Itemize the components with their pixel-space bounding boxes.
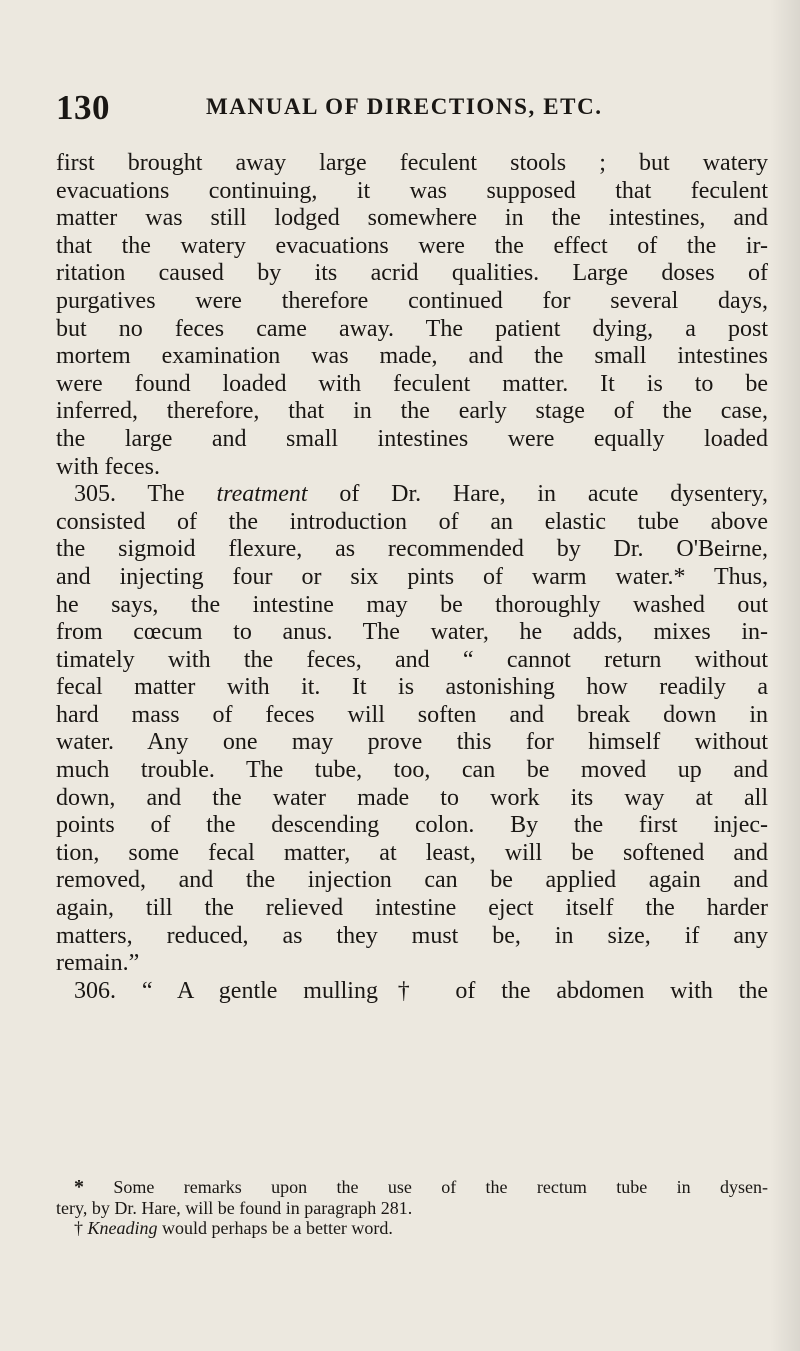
text-line: tion, some fecal matter, at least, will be softened and [56, 839, 768, 866]
text-line: evacuations continuing, it was supposed that feculent [56, 177, 768, 204]
footnote-dagger-marker: † [74, 1218, 83, 1238]
text-line: mortem examination was made, and the small intestines [56, 343, 768, 370]
paragraph-305-suffix: of Dr. Hare, in acute dysentery, [307, 481, 768, 508]
page-number: 130 [56, 88, 110, 127]
text-line: remain.” [56, 950, 140, 977]
text-line: from cœcum to anus. The water, he adds, mixes in- [56, 619, 768, 646]
treatment-italic: treatment [216, 481, 308, 508]
footnotes [56, 1177, 768, 1239]
text-line: matter was still lodged somewhere in the intestines, and [56, 205, 768, 232]
text-line: matters, reduced, as they must be, in size, if any [56, 922, 768, 949]
text-line: he says, the intestine may be thoroughly washed out [56, 591, 768, 618]
running-head [56, 88, 756, 128]
text-line: points of the descending colon. By the first injec- [56, 812, 768, 839]
body-text [56, 150, 768, 1005]
paragraph-305-prefix: 305. The [74, 481, 217, 508]
footnote-dagger-line [56, 1218, 768, 1239]
text-line: fecal matter with it. It is astonishing how readily a [56, 674, 768, 701]
text-line: hard mass of feces will soften and break down in [56, 701, 768, 728]
text-line: that the watery evacuations were the effect of the ir- [56, 232, 768, 259]
text-line: were found loaded with feculent matter. It is to be [56, 370, 768, 397]
text-line: but no feces came away. The patient dying, a post [56, 315, 768, 342]
text-line: consisted of the introduction of an elastic tube above [56, 508, 768, 535]
footnote-star-text: Some remarks upon the use of the rectum tube in dysen- [84, 1177, 768, 1197]
text-line: down, and the water made to work its way at all [56, 784, 768, 811]
paragraph-306-first-line: 306. “ A gentle mulling† of the abdomen with the [74, 977, 768, 1004]
footnote-dagger-text: would perhaps be a better word. [157, 1218, 393, 1238]
footnote-star-continuation: tery, by Dr. Hare, will be found in paragraph 281. [56, 1197, 413, 1218]
text-line: water. Any one may prove this for himself without [56, 729, 768, 756]
footnote-star-marker: * [74, 1176, 84, 1198]
text-line: inferred, therefore, that in the early stage of the case, [56, 398, 768, 425]
text-line: removed, and the injection can be applied again and [56, 867, 768, 894]
footnote-star-line [56, 1177, 768, 1198]
text-line: and injecting four or six pints of warm water.* Thus, [56, 563, 768, 590]
paragraph-305-first-line [56, 481, 768, 509]
text-line: the sigmoid flexure, as recommended by Dr. O'Beirne, [56, 536, 768, 563]
text-line: first brought away large feculent stools ; but watery [56, 150, 768, 176]
text-line: the large and small intestines were equally loaded [56, 425, 768, 452]
text-line: timately with the feces, and “ cannot return without [56, 646, 768, 673]
text-line: ritation caused by its acrid qualities. Large doses of [56, 260, 768, 287]
running-title: MANUAL OF DIRECTIONS, ETC. [206, 94, 603, 119]
text-line: with feces. [56, 453, 160, 480]
text-line: purgatives were therefore continued for several days, [56, 287, 768, 314]
kneading-italic: Kneading [87, 1218, 158, 1238]
text-line: again, till the relieved intestine eject itself the harder [56, 895, 768, 922]
text-line: much trouble. The tube, too, can be moved up and [56, 757, 768, 784]
